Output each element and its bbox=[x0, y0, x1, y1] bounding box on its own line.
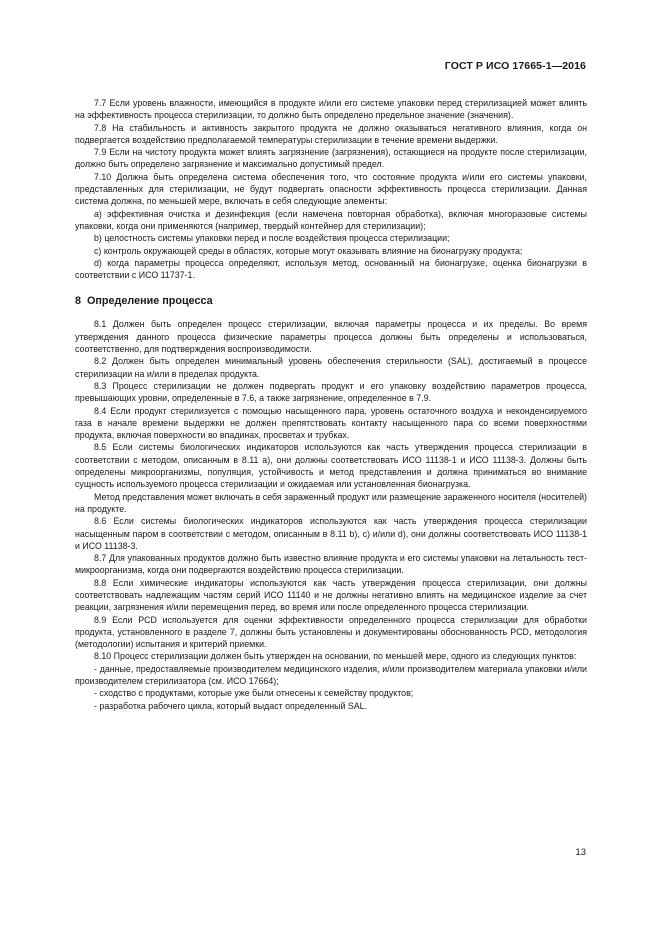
clause-8-6: 8.6 Если системы биологических индикаторов используются как часть утверждения процесса стерилизации насыщенным паром в соответствии с методом, описанным в 8.11 b), c) и/или d), они должны соответствовать ИСО 11138-1 и ИСО 11138-3. bbox=[75, 516, 587, 551]
clause-8-8: 8.8 Если химические индикаторы используются как часть утверждения процесса стерилизации, они должны соответствовать надлежащим частям серий ИСО 11140 и не должны негативно влиять на медицинское изделие за счет реакции, загрязнения и/или перемещения перед, во время или после определенного процесса стерилизации. bbox=[75, 577, 587, 613]
clause-8-2: 8.2 Должен быть определен минимальный уровень обеспечения стерильности (SAL), достигаемый в процессе стерилизации на и/или в пределах продукта. bbox=[75, 356, 587, 379]
running-header: ГОСТ Р ИСО 17665-1—2016 bbox=[444, 60, 586, 72]
document-body bbox=[75, 97, 587, 712]
clause-7-10: 7.10 Должна быть определена система обеспечения того, что состояние продукта и/или его системы упаковки, представленных для стерилизации, не будут подвергать опасности эффективность процесса стерилизации. Данная система должна, по меньшей мере, включать в себя следующие элементы: bbox=[75, 171, 587, 207]
list-item-d: d) когда параметры процесса определяют, используя метод, основанный на бионагрузке, оценка бионагрузки в соответствии с ИСО 11737-1. bbox=[75, 257, 587, 281]
clause-8-1: 8.1 Должен быть определен процесс стерилизации, включая параметры процесса и их пределы. Во время утверждения данного процесса физические параметры процесса должны быть определены и использоваться, соответственно, для подтверждения воспроизводимости. bbox=[75, 319, 587, 355]
clause-7-8: 7.8 На стабильность и активность закрытого продукта не должно оказываться негативного влияния, когда он подвергается воздействию предполагаемой температуры стерилизации в течение времени выдержки. bbox=[75, 122, 587, 145]
section-heading bbox=[75, 295, 587, 308]
clause-8-3: 8.3 Процесс стерилизации не должен подвергать продукт и его упаковку воздействию параметров процесса, превышающих уровни, определенные в 7.6, а также загрязнение, определенное в 7.9. bbox=[75, 380, 587, 404]
section-number: 8 bbox=[75, 295, 82, 308]
list-item-b: b) целостность системы упаковки перед и после воздействия процесса стерилизации; bbox=[94, 233, 450, 244]
bullet-item-2: - сходство с продуктами, которые уже были отнесены к семейству продуктов; bbox=[94, 688, 414, 699]
bullet-item-3: - разработка рабочего цикла, который выдаст определенный SAL. bbox=[94, 700, 368, 711]
page-number: 13 bbox=[575, 847, 586, 858]
clause-7-7: 7.7 Если уровень влажности, имеющийся в продукте и/или его системе упаковки перед стерилизацией может влиять на эффективность процесса стерилизации, то должно быть определено предельное значение (значения). bbox=[75, 98, 587, 121]
section-title: Определение процесса bbox=[87, 295, 213, 308]
clause-7-9: 7.9 Если на чистоту продукта может влиять загрязнение (загрязнения), остающиеся на продукте после стерилизации, должно быть определено загрязнение и максимально допустимый предел. bbox=[75, 147, 587, 170]
bullet-item-1: - данные, предоставляемые производителем медицинского изделия, и/или производителем материала упаковки и/или производителем стерилизатора (см. ИСО 17664); bbox=[75, 663, 587, 687]
clause-8-5-note: Метод представления может включать в себя зараженный продукт или размещение зараженного носителя (носителей) на продукте. bbox=[75, 491, 587, 514]
clause-8-10: 8.10 Процесс стерилизации должен быть утвержден на основании, по меньшей мере, одного из следующих пунктов: bbox=[94, 651, 577, 662]
clause-8-4: 8.4 Если продукт стерилизуется с помощью насыщенного пара, уровень остаточного воздуха и неконденсируемого газа в начале времени выдержки не должен препятствовать контакту насыщенного пара со всеми поверхностями продукта, включая поверхности во впадинах, просветах и трубках. bbox=[75, 405, 587, 441]
list-item-c: c) контроль окружающей среды в областях, которые могут оказывать влияние на бионагрузку продукта; bbox=[94, 245, 523, 256]
clause-8-7: 8.7 Для упакованных продуктов должно быть известно влияние продукта и его системы упаковки на летальность тест-микроорганизма, когда они подвергаются воздействию процесса стерилизации. bbox=[75, 553, 587, 576]
clause-8-9: 8.9 Если PCD используется для оценки эффективности определенного процесса стерилизации для обработки продукта, установленного в разделе 7, должны быть установлены и документированы обоснованность PCD, методология (методологии) испытания и критерий приемки. bbox=[75, 614, 587, 650]
clause-8-5: 8.5 Если системы биологических индикаторов используются как часть утверждения процесса стерилизации в соответствии с методом, описанным в 8.11 a), они должны соответствовать ИСО 11138-1 и ИСО 11138-3. Должны быть определены микроорганизмы, популяция, устойчивость и метод представления и должна приниматься во внимание сущность используемого процесса стерилизации и ожидаемая или установленная бионагрузка. bbox=[75, 442, 587, 490]
list-item-a: a) эффективная очистка и дезинфекция (если намечена повторная обработка), включая многоразовые системы упаковки, когда они применяются (например, твердый контейнер для стерилизации); bbox=[75, 208, 587, 231]
